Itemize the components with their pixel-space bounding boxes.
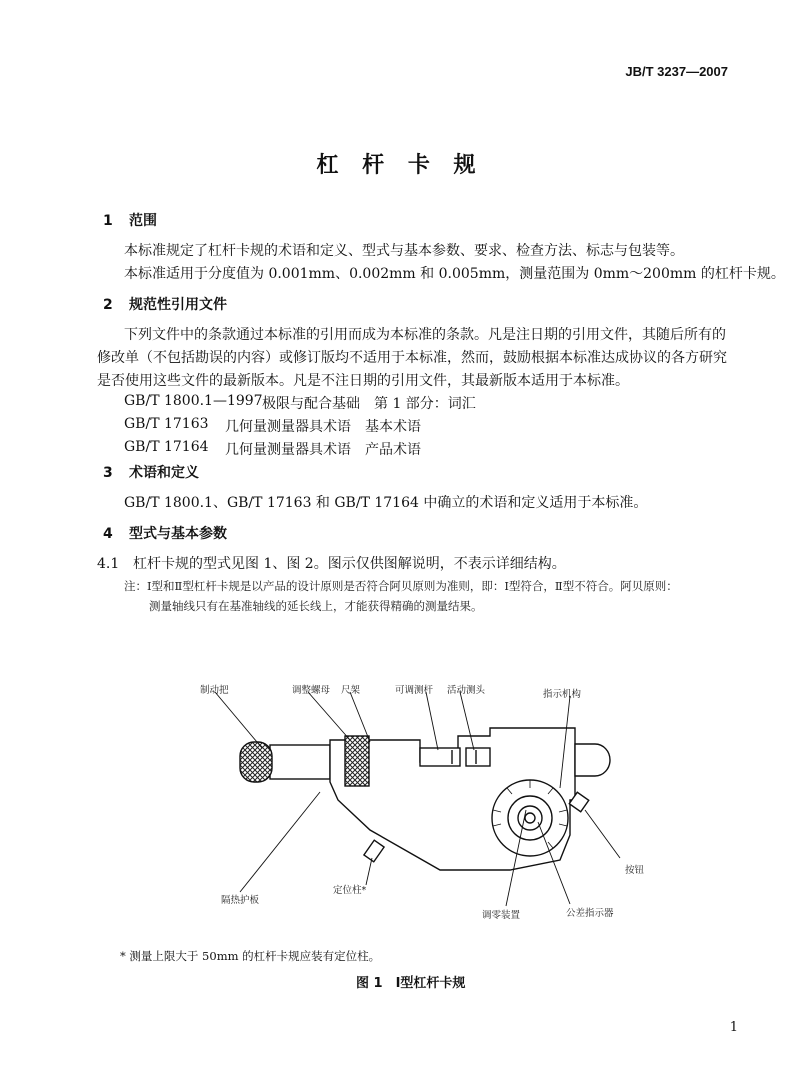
reference-code: GB/T 17164	[124, 439, 209, 455]
tolerance-dial	[492, 780, 568, 856]
figure-caption: 图 1 Ⅰ型杠杆卡规	[356, 976, 466, 991]
reference-title: 几何量测量器具术语 产品术语	[225, 442, 421, 458]
reference-title: 几何量测量器具术语 基本术语	[225, 419, 421, 435]
label-movable-anvil: 活动测头	[447, 685, 486, 696]
document-title: 杠 杆 卡 规	[316, 153, 484, 178]
brake-knob	[240, 742, 272, 782]
section-4-heading	[103, 523, 227, 543]
paragraph: 本标准规定了杠杆卡规的术语和定义、型式与基本参数、要求、检查方法、标志与包装等。	[124, 243, 684, 259]
paragraph: 下列文件中的条款通过本标准的引用而成为本标准的条款。凡是注日期的引用文件，其随后所有的	[124, 327, 726, 343]
note-line: 注：Ⅰ型和Ⅱ型杠杆卡规是以产品的设计原则是否符合阿贝原则为准则，即：Ⅰ型符合，Ⅱ型不符合。阿贝原则：	[124, 579, 678, 593]
section-title: 型式与基本参数	[129, 526, 227, 542]
clause-4-1	[97, 553, 566, 573]
clause-number: 4.1	[97, 556, 120, 572]
label-adjust-nut: 调整螺母	[292, 685, 331, 696]
paragraph: GB/T 1800.1、GB/T 17163 和 GB/T 17164 中确立的术语和定义适用于本标准。	[124, 495, 648, 511]
label-frame: 尺架	[341, 685, 361, 696]
handle-rod	[270, 745, 330, 779]
page-number: 1	[729, 1020, 738, 1035]
section-number: 2	[103, 297, 113, 313]
figure-footnote: * 测量上限大于 50mm 的杠杆卡规应装有定位柱。	[120, 949, 381, 963]
standard-number: JB/T 3237—2007	[625, 64, 728, 79]
reference-code: GB/T 17163	[124, 416, 209, 432]
note-line: 测量轴线只有在基准轴线的延长线上，才能获得精确的测量结果。	[149, 599, 483, 613]
section-3-heading	[103, 462, 199, 482]
paragraph: 本标准适用于分度值为 0.001mm、0.002mm 和 0.005mm，测量范围为 0mm～200mm 的杠杆卡规。	[124, 266, 785, 282]
label-adjustable-anvil: 可调测杆	[395, 685, 434, 696]
label-heat-shield: 隔热护板	[221, 895, 260, 906]
clause-text: 杠杆卡规的型式见图 1、图 2。图示仅供图解说明，不表示详细结构。	[133, 556, 566, 572]
lever-snap-gauge-drawing	[190, 670, 630, 920]
label-brake: 制动把	[200, 685, 229, 696]
section-title: 范围	[129, 213, 157, 229]
section-2-heading	[103, 294, 227, 314]
label-zero-adjust: 调零装置	[482, 910, 521, 921]
label-indicator: 指示机构	[543, 689, 582, 700]
section-title: 术语和定义	[129, 465, 199, 481]
section-1-heading	[103, 210, 157, 230]
section-number: 1	[103, 213, 113, 229]
reference-code: GB/T 1800.1—1997	[124, 393, 263, 409]
section-number: 3	[103, 465, 113, 481]
section-title: 规范性引用文件	[129, 297, 227, 313]
paragraph: 是否使用这些文件的最新版本。凡是不注日期的引用文件，其最新版本适用于本标准。	[97, 373, 629, 389]
adjust-nut	[345, 736, 369, 786]
reference-title: 极限与配合基础 第 1 部分：词汇	[262, 396, 476, 412]
paragraph: 修改单（不包括勘误的内容）或修订版均不适用于本标准，然而，鼓励根据本标准达成协议的各方研究	[97, 350, 727, 366]
label-locating-post: 定位柱*	[333, 885, 367, 896]
section-number: 4	[103, 526, 113, 542]
label-tolerance-indicator: 公差指示器	[566, 908, 614, 919]
label-button: 按钮	[625, 865, 645, 876]
